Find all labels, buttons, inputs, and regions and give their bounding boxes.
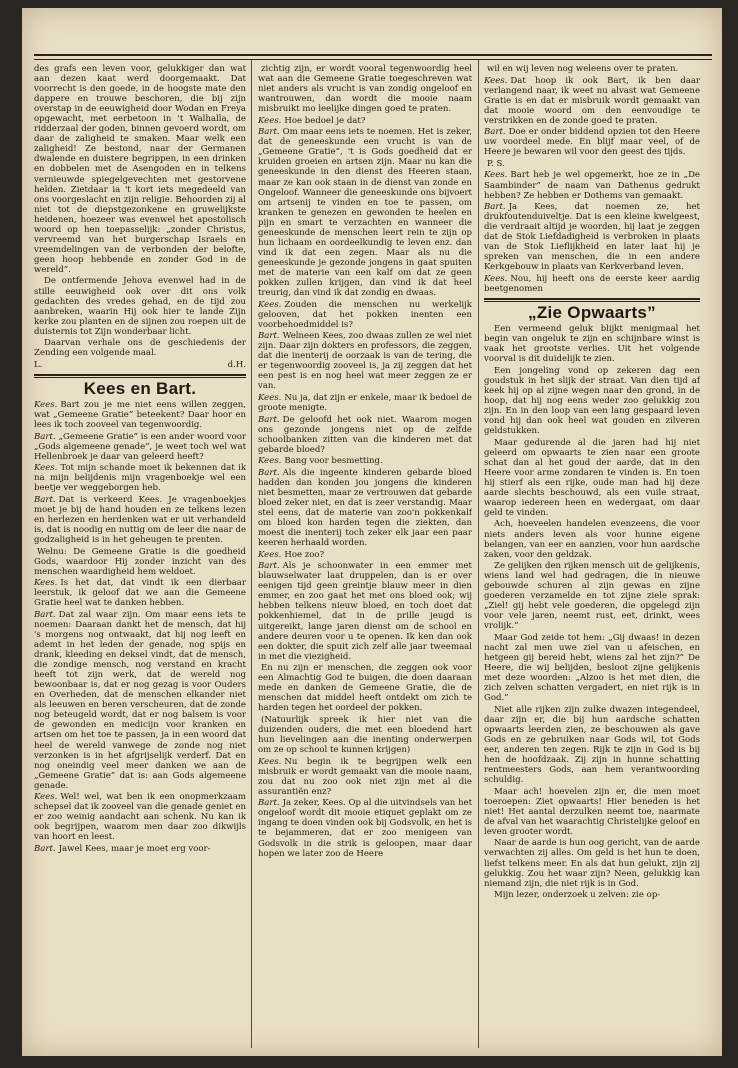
dialog-text: Als die ingeente kinderen gebarde bloed hadden dan konden jou jongens die kinderen niet besmetten, maar ze vertrouwen dat gebarde bloed zeker niet, en dat is zeer verstandig. Maar stel eens, dat de materie van zoo'n pokkenkalf om bloed kon harden tegen die ziekten, dan moest die inenterij toch zeker elk jaar een paar keeren herhaald worden.: [258, 467, 472, 549]
speaker-label: Kees.: [484, 75, 508, 86]
speaker-label: Bart.: [484, 202, 506, 213]
speaker-label: Bart.: [34, 494, 56, 505]
dialog-line: [258, 300, 472, 330]
dialog-text: De geloofd het ook niet. Waarom mogen ons gezonde jongens niet op de zelfde schoolbanken zitten van die kinderen met dat gebarde bloed?: [258, 414, 472, 455]
dialog-text: Dat is verkeerd Kees. Je vragenboekjes moet je bij de hand houden en ze telkens lezen en herlezen en herdenken wat er uit verhandeld is, dat is noodig en nuttig om de leer die naar de godzaligheid is in het geheugen te prenten.: [34, 494, 246, 546]
dialog-text: En nu zijn er menschen, die zeggen ook voor een Almachtig God te buigen, die doen daaraan mede en danken de Gemeene Gratie, die de menschen dat middel heeft ontdekt om zich te harden tegen het oordeel der pokken.: [258, 663, 472, 714]
article-paragraph: Ach, hoeveelen handelen evenzeens, die voor niets anders leven als voor hunne eigene belangen, van eer en aanzien, voor hun aardsche zaken, voor den geldzak.: [484, 519, 700, 560]
dialog-line: [258, 116, 472, 126]
speaker-label: Kees.: [34, 399, 58, 410]
article-paragraph: Naar de aarde is hun oog gericht, van de aarde verwachten zij alles. Om geld is het hun te doen, liefst telkens meer. En als dat hun gelukt, zijn zij gelukkig. Zou het waar zijn? Neen, gelukkig kan niemand zijn, die niet rijk is in God.: [484, 838, 700, 889]
speaker-label: Bart.: [258, 561, 280, 572]
dialog-line: [484, 64, 700, 74]
article-paragraph: Niet alle rijken zijn zulke dwazen integendeel, daar zijn er, die bij hun aardsche schatten opwaarts leerden zien, ze beschouwen als gave Gods en ze gebruiken naar Gods wil, tot Gods eer, anderen ten zegen. Rijk te zijn in God is bij hen de hoofdzaak. Zij zijn in hunne schatting rentmeesters Gods, aan hem verantwoording schuldig.: [484, 704, 700, 786]
column-3: [484, 64, 700, 1048]
dialog-line: [34, 463, 246, 493]
dialog-line: [258, 715, 472, 755]
speaker-label: Kees.: [484, 273, 508, 284]
dialog-text: zichtig zijn, er wordt vooral tegenwoordig heel wat aan die Gemeene Gratie toegeschreven wat niet anders als vrucht is van zondig ongeloof en wantrouwen, dan wordt die mooie naam misbruikt mo leelijke dingen goed te praten.: [258, 64, 472, 115]
dialog-text: Nou, hij heeft ons de eerste keer aardig beetgenomen: [484, 273, 700, 294]
column-2: [258, 64, 472, 1048]
article-paragraph: Maar God zeide tot hem: „Gij dwaas! in dezen nacht zal men uwe ziel van u afeischen, en hetgeen gij bereid hebt, wiens zal het zijn?” De Heere, die wij belijden, besloot zijne gelijkenis met deze woorden: „Alzoo is het met dien, die zich zelven schatten vergadert, en niet rijk is in God.”: [484, 632, 700, 704]
dialog-text: Hoe bedoel je dat?: [284, 115, 366, 126]
dialog-line: [484, 76, 700, 126]
dialog-text: Wel! wel, wat ben ik een onopmerkzaam schepsel dat ik zooveel van die genade geniet en er zoo weinig aandacht aan schenk. Nu kan ik ook begrijpen, waarom men daar zoo dikwijls van hoort en leest.: [34, 792, 246, 843]
dialog-line: [258, 393, 472, 413]
dialog-text: wil en wij leven nog weleens over te praten.: [487, 64, 679, 74]
article-paragraph: Een jongeling vond op zekeren dag een goudstuk in het slijk der straat. Van dien tijd af keek hij op al zijne wegen naar den grond, in de hoop, dat hij nog eens weder zoo gelukkig zou zijn. En in den loop van een lang gespaard leven vond hij dan ook heel wat gouden en zilveren geldstukken.: [484, 365, 700, 437]
article-text: De ontfermende Jehova evenwel had in de stille eeuwigheid ook over dit ons volk gedachten des vredes gehad, en de tijd zou aanbreken, waarin Hij ook hier te lande Zijn kerke zou planten en de sijnen zou roepen uit de duisternis tot Zijn wonderbaar licht.: [34, 276, 246, 337]
dialog-line: [34, 578, 246, 608]
dialog-text: Bang voor besmetting.: [284, 456, 383, 467]
dialog-block: [258, 64, 472, 859]
column-1: [34, 64, 246, 1048]
dialog-text: Hoe zoo?: [284, 549, 325, 560]
section-title-zie-opwaarts: „Zie Opwaarts”: [528, 303, 656, 323]
speaker-label: Kees.: [258, 456, 282, 467]
signature: [34, 360, 246, 370]
speaker-label: Bart.: [258, 127, 280, 138]
dialog-line: [258, 331, 472, 391]
article-paragraph: Ze gelijken den rijken mensch uit de gelijkenis, wiens land wel had gedragen, die in nieuwe gebouwde schuren al zijn gewas en zijne goederen verzamelde en tot zijne ziele sprak: „Ziel! gij hebt vele goederen, die opgelegd zijn voor vele jaren, neemt rust, eet, drinkt, wees vrolijk.”: [484, 561, 700, 632]
column-divider: [478, 60, 479, 1048]
article-paragraph: Maar gedurende al die jaren had hij niet geleerd om opwaarts te zien naar een groote schat dan al het goud der aarde, dat in den Heere voor arme zondaren te vinden is. En toen hij stierf als een rijke, oude man had hij deze aarde slechts beschouwd, als een vuile straat, waarop iedereen heen en wedergaat, om daar geld te vinden.: [484, 437, 700, 518]
dialog-line: [484, 127, 700, 157]
speaker-label: Kees.: [34, 792, 58, 803]
dialog-text: Ja zeker, Kees. Op al die uitvindsels van het ongeloof wordt dit mooie etiquet geplakt om ze ingang te doen vinden ook bij Godsvolk, en het is te bejammeren, dat er zoo menigeen van Godsvolk in die strik is geloopen, maar daar hopen we later zoo de Heere: [258, 798, 472, 859]
article-paragraph: Mijn lezer, onderzoek u zelven: zie op-: [494, 890, 661, 901]
speaker-label: Bart.: [34, 609, 56, 620]
dialog-line: [34, 432, 246, 462]
article-text: Daarvan verhale ons de geschiedenis der Zending een volgende maal.: [34, 338, 246, 359]
dialog-text: Zouden die menschen nu werkelijk gelooven, dat het pokken inenten een voorbehoedmiddel is?: [258, 299, 472, 330]
dialog-text: Welneen Kees, zoo dwaas zullen ze wel niet zijn. Daar zijn dokters en professors, die zeggen, dat die inenterij de oorzaak is van de tering, die er tegenwoordig zooveel is, ja zij zeggen dat het een pest is en nog heel wat meer zeggen ze er van.: [258, 331, 472, 392]
dialog-text: „Gemeene Gratie” is een ander woord voor „Gods algemeene genade”, je weet toch wel wat Hellenbroek je daar van geleerd heeft?: [34, 431, 246, 462]
dialog-line: [484, 170, 700, 200]
zie-opwaarts-body: [484, 324, 700, 900]
speaker-label: Bart.: [258, 467, 280, 478]
dialog-line: [258, 468, 472, 548]
speaker-label: Bart.: [34, 431, 56, 442]
speaker-label: Bart.: [258, 331, 280, 342]
speaker-label: Bart.: [258, 414, 280, 425]
dialog-text: Als je schoonwater in een emmer met blauwselwater laat druppelen, dan is er over eenigen tijd geen greintje blauw meer in dien emmer, en zoo gaat het met ons bloed ook; wij hebben telkens nieuw bloed, en toch doet dat pokkenhiemel, dat in de prille jeugd is uitgereikt, lange jaren dienst om de school en andere deuren voor u te openen. Ik ken dan ook een dokter, die spuit zich zelf alle jaar tweemaal in met die viezigheid.: [258, 561, 472, 662]
dialog-line: [34, 792, 246, 842]
column-divider: [251, 60, 252, 1048]
speaker-label: Kees.: [34, 578, 58, 589]
dialog-line: [258, 127, 472, 298]
dialog-line: [258, 798, 472, 858]
dialog-line: [258, 757, 472, 797]
article-text: des grafs een leven voor, gelukkiger dan wat aan dezen kaat werd doorgemaakt. Dat voorrecht is den goede, in de hoogste mate den dappere en trouwe beschoren, die bij zijn overstap in de eeuwigheid door Wodan en Freya opgewacht, met eerbetoon in 't Walhalla, de ridderzaal der goden, binnen gevoerd wordt, om daar de zaligheid te smaken. Maar welk een zaligheid! Ze bestond, naar der Germanen dwalende en duistere begrippen, in een drinken en dobbelen met de Asengoden en in telkens vernieuwde spiegelgevechten met gestorvene helden. Zietdaar ia 't kort iets megedeeld van ons voorgeslacht en zijn religie. Behoorden zij al niet tot de diepstgezonkene en gruwelijkste heidenen, hoezeer was evenwel het apostolisch woord op hen toepasselijk: „zonder Christus, vervreemd van het burgerschap Israels en vreemdelingen van de verbonden der belofte, geen hoop hebbende en zonder God in de wereld”.: [34, 64, 246, 275]
dialog-text: Dat hoop ik ook Bart, ik ben daar verlangend naar, ik weet nu alvast wat Gemeene Gratie is en dat er misbruik wordt gemaakt van dat mooie woord om den eenvoudige te verstrikken en de zonde goed te praten.: [484, 75, 700, 126]
speaker-label: Bart.: [484, 127, 506, 138]
top-rule: [34, 54, 712, 60]
dialog-text: Welnu: De Gemeene Gratie is die goedheid Gods, waardoor Hij zonder inzicht van des menschen waardigheid hem weldoet.: [34, 546, 246, 577]
speaker-label: Kees.: [258, 393, 282, 403]
dialog-text: Bart heb je wel opgemerkt, hoe ze in „De Saambinder” de naam van Dathenus gedrukt hebben? Ze hebben er Dothems van gemaakt.: [484, 170, 700, 201]
dialog-text: Tot mijn schande moet ik bekennen dat ik na mijn belijdenis mijn vragenboekje wel een beetje ver weggeborgen heb.: [34, 463, 246, 494]
dialog-text: Dat zal waar zijn. Om maar eens iets te noemen: Daaraan dankt het de mensch, dat hij 's morgens nog ontwaakt, dat hij nog leeft en ademt in het leden der genade, nog spijs en drank, kleeding en deksel vindt, dat de mensch, die zondige mensch, nog verstand en kracht heeft tot zijn werk, dat de wereld nog bewoonbaar is, dat er nog gezag is voor Ouders en Overheden, dat de menschen elkander niet als leeuwen en beren verscheuren, dat de zonde nog beteugeld wordt, dat er nog balsem is voor de gewonden en medicijn voor kranken en artsen om het toe te passen, ja in een woord dat heel de wereld vanwege de zonde nog niet verzonken is in het afgrijselijk verderf. Dat en nog oneindig veel meer danken we aan de „Gemeene Gratie” dat is: aan Gods algemeene genade.: [34, 609, 246, 791]
speaker-label: Kees.: [258, 299, 282, 310]
dialog-line: [484, 202, 700, 272]
dialog-text: Ja Kees, dat noemen ze, het drukfoutenduiveltje. Dat is een kleine kwelgeest, die verdraait altijd je woorden, hij laat je zeggen dat de Stok Liefdadigheid is verbroken in plaats van de Stok Lieflijkheid en later laat hij je spreken van menschen, die in een andere Kerkgebouw in plaats van Kerkverband leven.: [484, 202, 700, 273]
speaker-label: Bart.: [34, 843, 56, 854]
dialog-text: Bart zou je me niet eens willen zeggen, wat „Gemeene Gratie” beteekent? Daar hoor en lees ik toch zooveel van tegenwoordig.: [34, 399, 246, 431]
dialog-line: [34, 547, 246, 577]
dialog-line: [258, 456, 472, 466]
signature-left: L.: [34, 359, 43, 370]
dialog-block: [34, 400, 246, 854]
dialog-text: (Natuurlijk spreek ik hier niet van die duizenden ouders, die met een bloedend hart hun lievelingen aan die inenting onderwerpen om ze op school te kunnen krijgen): [258, 714, 472, 756]
dialog-line: [34, 610, 246, 791]
dialog-text: Nu begin ik te begrijpen welk een misbruik er wordt gemaakt van die mooie naam, zou dat nu zoo ook niet zijn met al die assurantiën enz?: [258, 756, 472, 797]
speaker-label: Kees.: [258, 756, 282, 767]
dialog-line: [258, 663, 472, 713]
dialog-text: Is het dat, dat vindt ik een dierbaar leerstuk, ik geloof dat we aan die Gemeene Gratie heel wat te danken hebben.: [34, 578, 246, 609]
speaker-label: Kees.: [34, 463, 58, 474]
section-rule: [34, 374, 246, 378]
speaker-label: Kees.: [258, 549, 282, 560]
article-paragraph: Een vermeend geluk blijkt menigmaal het begin van ongeluk te zijn en schijnbare winst is vaak het grootste verlies. Uit het volgende voorval is dit duidelijk te zien.: [484, 324, 700, 365]
signature-right: d.H.: [227, 359, 246, 370]
dialog-text: Jawel Kees, maar je moet erg voor-: [58, 843, 211, 854]
dialog-text: Om maar eens iets te noemen. Het is zeker, dat de geneeskunde een vrucht is van de „Gemeene Gratie”, 't is Gods goedheid dat er kruiden groeien en artsen zijn. Maar nu kan die geneeskunde in den dienst des Heeren staan, maar ze kan ook staan in de dienst van zonde en Ongeloof. Wanneer die geneeskunde ons bijvoert om artsenij te vinden en toe te passen, om kranken te genezen en gewonden te heelen en pijn en smart te verzachten en wanneer die geneeskunde de menschen leert rein te zijn op hun lichaam en oordeelkundig te leven enz. dan vind ik dat een zegen. Maar als nu die geneeskunde je gezonde jongens in gaat spuiten met de materie van een kalf om dat ze geen pokken zullen krijgen, dan vind ik dat heel treurig, dan vind ik dat zondig en dwaas.: [258, 127, 472, 299]
newspaper-page: [22, 8, 722, 1056]
dialog-line: [258, 415, 472, 455]
dialog-text: Doe er onder biddend opzien tot den Heere uw voordeel mede. En blijf maar veel, of de Heere je bewaren wil voor den geest des tijds.: [484, 127, 700, 158]
dialog-line: [258, 561, 472, 661]
speaker-label: Bart.: [258, 798, 280, 809]
dialog-line: [484, 159, 700, 169]
dialog-block: [484, 64, 700, 294]
speaker-label: Kees.: [484, 170, 508, 181]
section-title-kees-en-bart: Kees en Bart.: [83, 378, 197, 398]
dialog-text: Nu ja, dat zijn er enkele, maar ik bedoel de groote menigte.: [258, 393, 472, 414]
section-rule: [484, 298, 700, 302]
dialog-line: [34, 400, 246, 430]
dialog-line: [258, 64, 472, 114]
dialog-text: P. S.: [487, 158, 505, 169]
dialog-line: [34, 844, 246, 854]
dialog-line: [484, 274, 700, 294]
speaker-label: Kees.: [258, 115, 282, 126]
article-paragraph: Maar ach! hoevelen zijn er, die men moet toeroepen: Ziet opwaarts! Hier beneden is het niet! Het aantal derzulken neemt toe, naarmate de afval van het waarachtig Christelijke geloof en leven grooter wordt.: [484, 786, 700, 837]
dialog-line: [34, 495, 246, 545]
dialog-line: [258, 550, 472, 560]
